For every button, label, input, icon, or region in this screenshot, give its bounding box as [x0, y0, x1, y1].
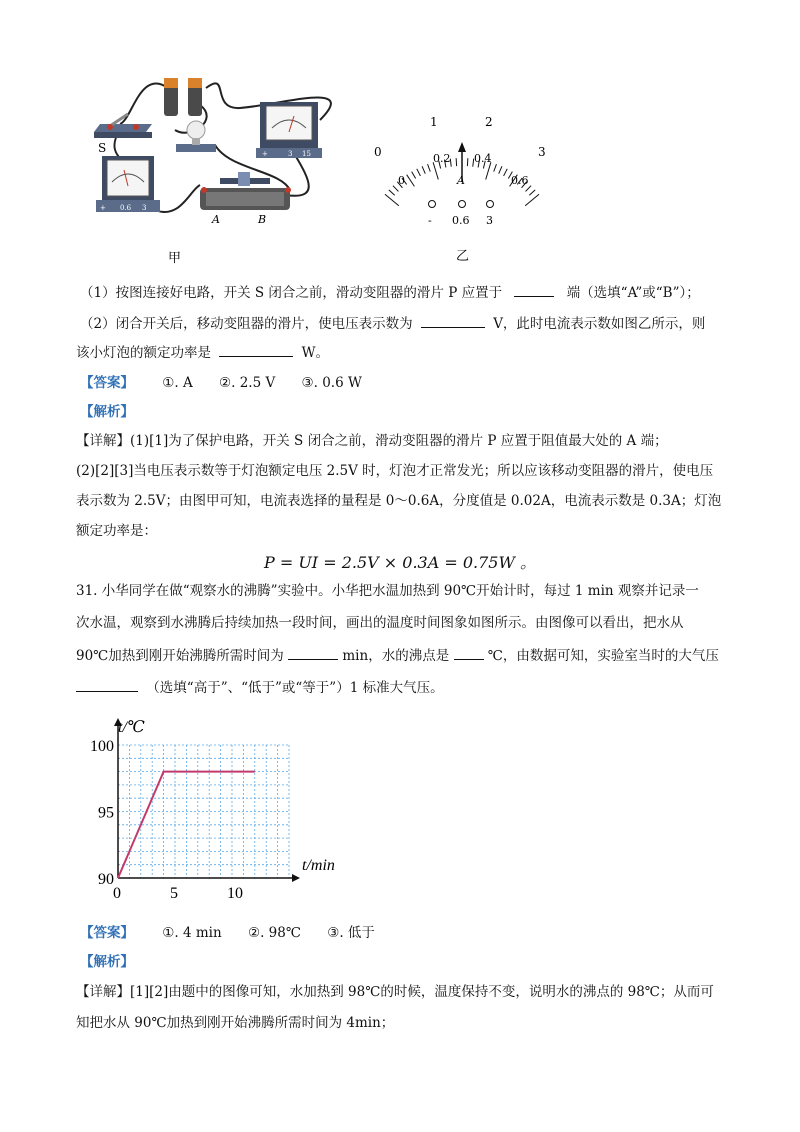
svg-text:0: 0: [398, 174, 405, 187]
svg-text:+: +: [262, 150, 268, 158]
svg-text:0: 0: [374, 145, 382, 159]
question-1: （1）按图连接好电路，开关 S 闭合之前，滑动变阻器的滑片 P 应置于 端（选填“A”或“B”）；: [80, 282, 700, 303]
svg-text:15: 15: [302, 150, 311, 158]
answer-blank[interactable]: [288, 645, 338, 660]
answer-blank[interactable]: [514, 282, 554, 297]
detail-2-line2: 知把水从 90℃加热到刚开始沸腾所需时间为 4min；: [76, 1015, 395, 1031]
caption-right: 乙: [456, 249, 470, 264]
detail-1-line3: 表示数为 2.5V；由图甲可知，电流表选择的量程是 0～0.6A，分度值是 0.02A，电流表示数是 0.3A；灯泡: [76, 493, 722, 509]
svg-text:0.6: 0.6: [120, 204, 132, 212]
question-31-line3: 90℃加热到刚开始沸腾所需时间为 min，水的沸点是 ℃，由数据可知，实验室当时的大气压: [76, 645, 719, 666]
rheostat-b-label: B: [258, 213, 267, 226]
svg-text:0.6: 0.6: [511, 174, 529, 187]
temperature-time-chart: [80, 710, 370, 910]
detail-2: 【详解】[1][2]由题中的图像可知，水加热到 98℃的时候，温度保持不变，说明水的沸点的 98℃；从而可: [76, 984, 714, 1000]
x-axis-label: t/min: [302, 857, 335, 874]
y-tick-label: 95: [98, 804, 114, 822]
analysis-tag: 【解析】: [80, 404, 134, 420]
answer-tag: 【答案】: [80, 375, 134, 391]
svg-text:-: -: [428, 214, 432, 227]
detail-1-line4: 额定功率是：: [76, 523, 157, 539]
question-31-line4: （选填“高于”、“低于”或“等于”）1 标准大气压。: [76, 677, 444, 698]
question-31-line2: 次水温，观察到水沸腾后持续加热一段时间，画出的温度时间图象如图所示。由图像可以看出，把水从: [76, 615, 684, 631]
analysis-tag: 【解析】: [80, 954, 134, 970]
rheostat-a-label: A: [212, 213, 220, 226]
x-tick-label: 0: [113, 885, 121, 902]
detail-1: 【详解】(1)[1]为了保护电路，开关 S 闭合之前，滑动变阻器的滑片 P 应置于阻值最大处的 A 端；: [76, 433, 668, 449]
circuit-figure: [80, 60, 350, 270]
answer-blank[interactable]: [76, 677, 138, 692]
detail-1-line2: (2)[2][3]当电压表示数等于灯泡额定电压 2.5V 时，灯泡才正常发光；所以应该移动变阻器的滑片，使电压: [76, 463, 714, 479]
svg-text:3: 3: [142, 204, 147, 212]
y-axis-label: t/℃: [118, 719, 145, 736]
x-tick-label: 10: [227, 885, 243, 902]
svg-text:A: A: [457, 174, 465, 187]
question-31-line1: 31. 小华同学在做“观察水的沸腾”实验中。小华把水温加热到 90℃开始计时，每过 1 min 观察并记录一: [76, 583, 699, 599]
x-tick-label: 5: [170, 885, 178, 902]
svg-text:2: 2: [485, 115, 493, 129]
svg-text:3: 3: [288, 150, 293, 158]
answer-row-1: 【答案】 ①. A ②. 2.5 V ③. 0.6 W: [80, 375, 362, 391]
svg-text:+: +: [100, 204, 106, 212]
y-tick-label: 100: [90, 738, 114, 755]
answer-row-2: 【答案】 ①. 4 min ②. 98℃ ③. 低于: [80, 925, 375, 941]
caption-left: 甲: [168, 251, 182, 266]
answer-tag: 【答案】: [80, 925, 134, 941]
answer-blank[interactable]: [454, 645, 484, 660]
power-formula: P = UI = 2.5V × 0.3A = 0.75W 。: [263, 553, 537, 572]
svg-text:1: 1: [430, 115, 438, 129]
svg-text:0.6: 0.6: [452, 214, 470, 227]
svg-text:3: 3: [538, 145, 546, 159]
switch-label: S: [98, 141, 107, 155]
answer-blank[interactable]: [421, 313, 485, 328]
svg-text:0.2: 0.2: [433, 152, 451, 165]
question-2: （2）闭合开关后，移动变阻器的滑片，使电压表示数为 V，此时电流表示数如图乙所示，则: [80, 313, 705, 334]
svg-text:3: 3: [486, 214, 493, 227]
answer-blank[interactable]: [219, 342, 293, 357]
ammeter-dial: [370, 108, 560, 268]
y-tick-label: 90: [98, 871, 114, 888]
x-axis-arrow: [292, 874, 300, 882]
question-2-cont: 该小灯泡的额定功率是 W。: [76, 342, 329, 363]
svg-text:0.4: 0.4: [474, 152, 492, 165]
